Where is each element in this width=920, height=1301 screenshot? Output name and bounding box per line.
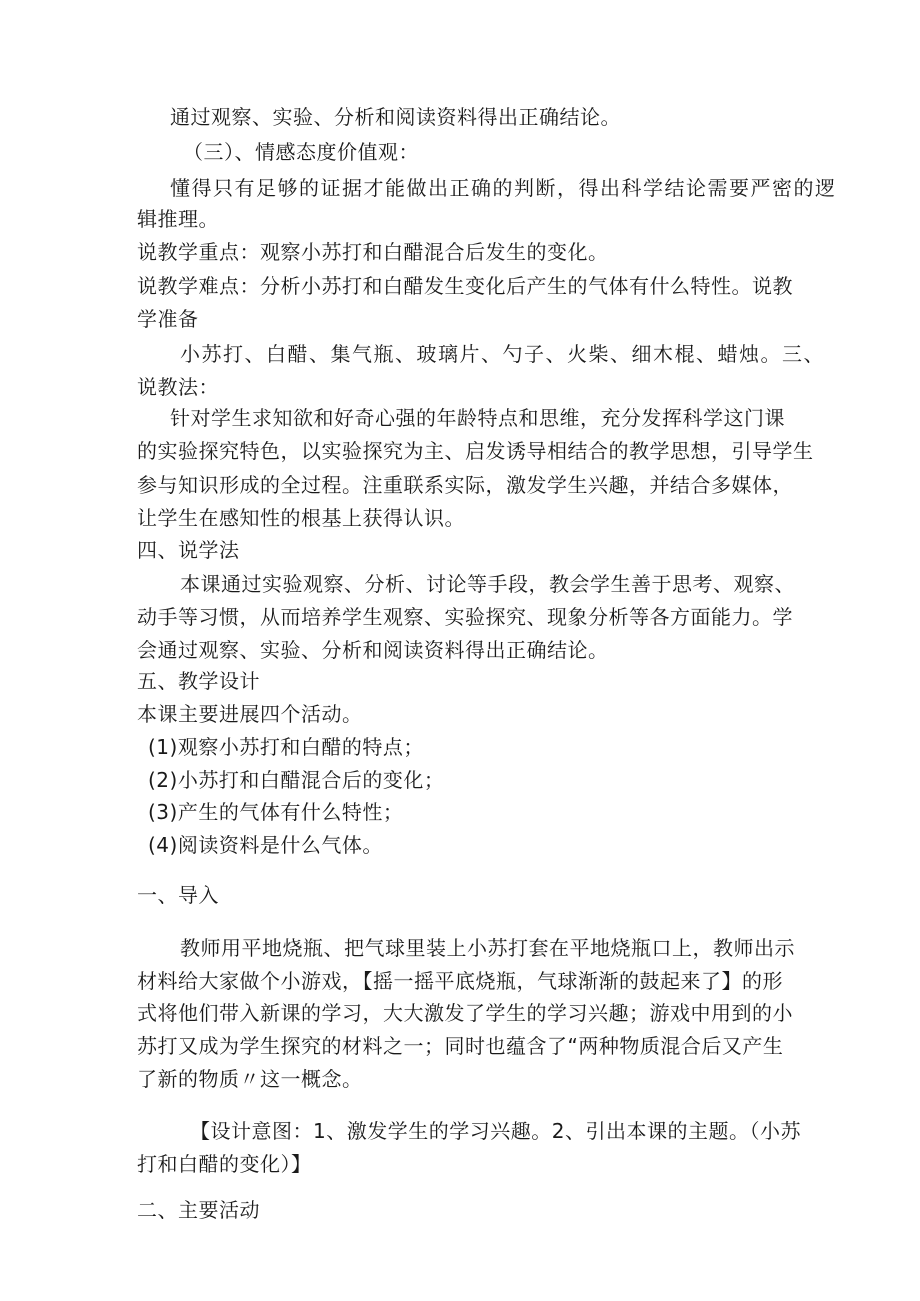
list-item: (3)产生的气体有什么特性； xyxy=(148,800,404,824)
text-line: 学准备 xyxy=(137,307,199,331)
text-line: 材料给大家做个小游戏，【摇一摇平底烧瓶，气球渐渐的鼓起来了】的形 xyxy=(137,969,783,993)
text-line: 辑推理。 xyxy=(137,207,219,231)
text-line: 说教学难点：分析小苏打和白醋发生变化后产生的气体有什么特性。说教 xyxy=(137,274,793,298)
text-line: 教师用平地烧瓶、把气球里装上小苏打套在平地烧瓶口上，教师出示 xyxy=(180,936,795,960)
text-line: 式将他们带入新课的学习，大大激发了学生的学习兴趣；游戏中用到的小 xyxy=(137,1001,793,1025)
text-line: 本课通过实验观察、分析、讨论等手段，教会学生善于思考、观察、 xyxy=(180,572,795,596)
text-line: 让学生在感知性的根基上获得认识。 xyxy=(137,506,465,530)
list-item: (1)观察小苏打和白醋的特点； xyxy=(148,735,424,759)
text-line: 小苏打、白醋、集气瓶、玻璃片、勺子、火柴、细木棍、蜡烛。三、 xyxy=(180,342,825,366)
text-line: 说教学重点：观察小苏打和白醋混合后发生的变化。 xyxy=(137,240,609,264)
text-line: 针对学生求知欲和好奇心强的年龄特点和思维，充分发挥科学这门课 xyxy=(170,406,785,430)
section-heading: 四、说学法 xyxy=(137,538,240,562)
text-line: 参与知识形成的全过程。注重联系实际，激发学生兴趣，并结合多媒体， xyxy=(137,473,793,497)
text-line: 动手等习惯，从而培养学生观察、实验探究、现象分析等各方面能力。学 xyxy=(137,605,793,629)
text-line: 了新的物质〃这一概念。 xyxy=(137,1067,363,1091)
section-heading: （三）、情感态度价值观： xyxy=(183,140,419,164)
list-item: (4)阅读资料是什么气体。 xyxy=(148,833,383,857)
design-intent: 【设计意图：1、激发学生的学习兴趣。2、引出本课的主题。（小苏 xyxy=(190,1119,801,1143)
section-heading: 二、主要活动 xyxy=(137,1198,260,1222)
section-heading: 五、教学设计 xyxy=(137,669,260,693)
section-heading: 一、导入 xyxy=(137,883,219,907)
text-line: 苏打又成为学生探究的材料之一；同时也蕴含了“两种物质混合后又产生 xyxy=(137,1034,784,1058)
list-item: (2)小苏打和白醋混合后的变化； xyxy=(148,768,445,792)
section-heading: 说教法： xyxy=(137,375,219,399)
text-line: 的实验探究特色，以实验探究为主、启发诱导相结合的教学思想，引导学生 xyxy=(137,439,814,463)
text-line: 懂得只有足够的证据才能做出正确的判断，得出科学结论需要严密的逻 xyxy=(170,176,837,200)
design-intent: 打和白醋的变化）】 xyxy=(137,1152,312,1176)
text-line: 会通过观察、实验、分析和阅读资料得出正确结论。 xyxy=(137,638,609,662)
text-line: 通过观察、实验、分析和阅读资料得出正确结论。 xyxy=(170,105,621,129)
text-line: 本课主要进展四个活动。 xyxy=(137,702,363,726)
